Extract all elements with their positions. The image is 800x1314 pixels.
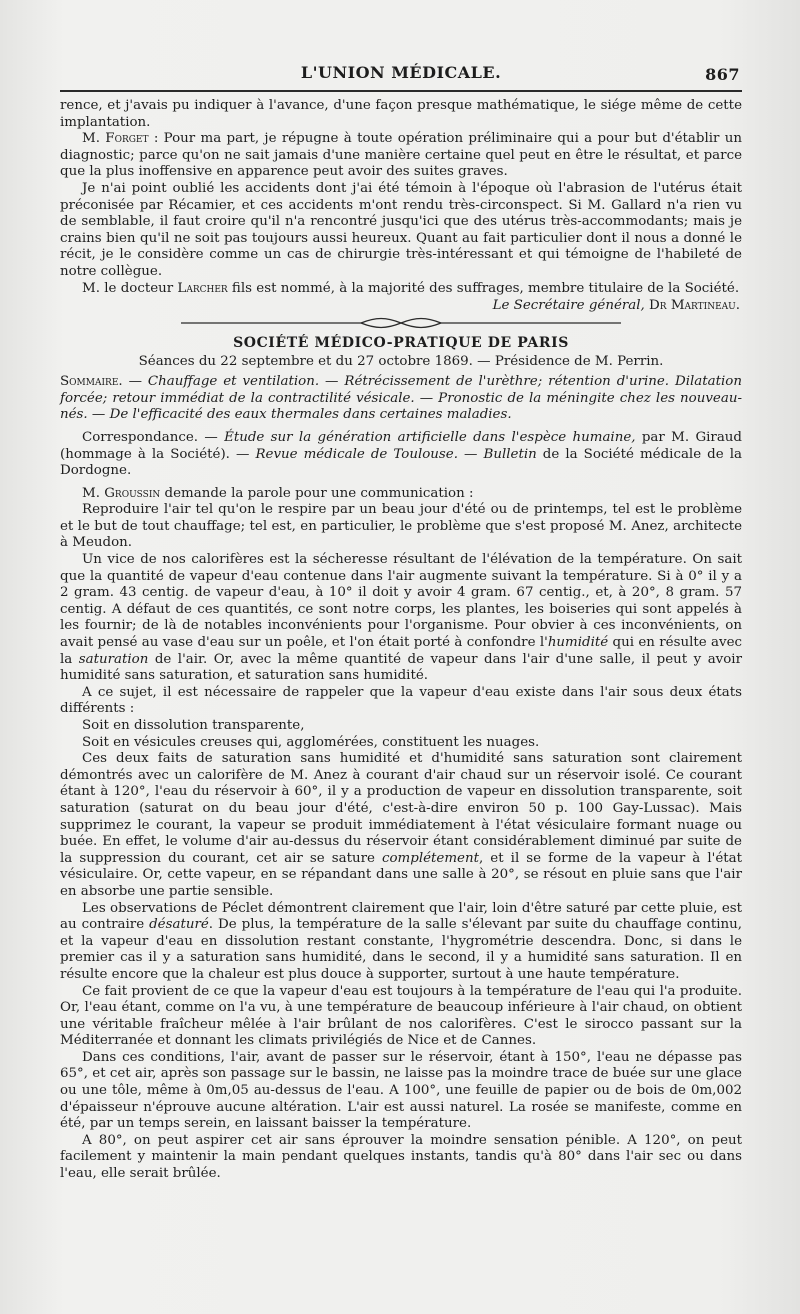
paragraph-vice [60,552,742,685]
signature [60,297,742,314]
intro-text: demande la parole pour une communication : [160,485,474,501]
running-head [60,58,742,88]
nomination-prefix: M. le docteur [82,280,178,296]
correspondence-sep: — [457,446,484,462]
section-title: SOCIÉTÉ MÉDICO-PRATIQUE DE PARIS [233,335,569,352]
faits-em: complétement [381,850,479,866]
correspondence-end: de la Société médicale de la Dordogne. [60,446,742,479]
peclet-part-a: Les observations de Péclet démontrent clairement que l'air, loin d'être saturé par cette pluie, est au contraire [60,900,742,933]
correspondence-label: Correspondance. [82,429,199,445]
summary-text: — Chauffage et ventilation. — Rétrécissement de l'urèthre; rétention d'urine. Dilatation forcée; retour immédiat de la contractilité vésicale. — Pronostic de la méningite chez les nouveau-nés. — De l'efficacité des eaux thermales dans certaines maladies. [60,374,742,423]
section-ornament-divider [181,316,621,330]
nomination-text: fils est nommé, à la majorité des suffrages, membre titulaire de la Société. [227,280,740,296]
summary-label: Sommaire. [60,374,123,390]
vice-part-a: Un vice de nos calorifères est la sécheresse résultant de l'élévation de la température. On sait que la quantité de vapeur d'eau contenue dans l'air augmente suivant la température. Si à 0° il y a 2 gram. 43 centig. de vapeur d'eau, à 10° il doit y avoir 4 gram. 67 centig., et, à 20°, 8 gram. 57 centig. A défaut de ces quantités, ce sont notre corps, les plantes, les boiseries qui sont appelés à les fournir; de là de notables inconvénients pour l'organisme. Pour obvier à ces inconvénients, on avait pensé au vase d'eau sur un poêle, et l'on était porté à confondre l' [60,552,742,651]
vice-em-humidite: humidité [547,635,609,651]
paragraph-accidents: Je n'ai point oublié les accidents dont j'ai été témoin à l'époque où l'abrasion de l'utérus était préconisée par Récamier, et ces accidents m'ont rendu très-circonspect. Si M. Gallard n'a rien vu de semblable, il faut croire qu'il n'a rencontré jusqu'ici que des utérus très-accommodants; mais je crains bien qu'il ne soit pas toujours aussi heureux. Quant au fait particulier dont il nous a donné le récit, je le considère comme un cas de chirurgie très-intéressant et qui témoigne de l'habileté de notre collègue. [60,180,742,279]
correspondence-author: par M. Giraud (hommage à la Société). — [60,429,742,462]
vice-em-saturation: saturation [78,651,149,667]
speaker-name: M. Forget [82,131,149,147]
vice-part-b: qui en résulte avec la [60,635,743,667]
paragraph-reproduire: Reproduire l'air tel qu'on le respire par un beau jour d'été ou de printemps, tel est le problème et le but de tout chauffage; tel est, en particulier, le problème que s'est proposé M. Anez, architecte à Meudon. [60,502,742,551]
paragraph-nomination [60,281,742,298]
faits-part-a: Ces deux faits de saturation sans humidité et d'humidité sans saturation sont clairement démontrés avec un calorifère de M. Anez à courant d'air chaud sur un réservoir isolé. Ce courant étant à 120°, l'eau du réservoir à 60°, il y a production de vapeur en dissolution transparente, soit saturation (saturat on du beau jour d'été, c'est-à-dire environ 50 p. 100 Gay-Lussac). Mais supprimez le courant, la vapeur se produit immédiatement à l'état vésiculaire formant nuage ou buée. En effet, le volume d'air au-dessus du réservoir étant considérablement diminué par suite de la suppression du courant, cet air se sature [60,751,742,866]
journal-toulouse: Revue médicale de Toulouse. [255,446,458,462]
page-number: 867 [705,65,740,84]
signature-name: Dr Martineau. [644,298,740,314]
header-rule [60,90,742,92]
vice-part-c: de l'air. Or, avec la même quantité de vapeur dans l'air d'une salle, il peut y avoir humidité sans saturation, et saturation sans humidité. [60,651,742,684]
correspondence-work: — Étude sur la génération artificielle dans l'espèce humaine, [198,429,642,445]
signature-role: Le Secrétaire général, [492,298,645,314]
paragraph-fait-provient: Ce fait provient de ce que la vapeur d'eau est toujours à la température de l'eau qui l'a produite. Or, l'eau étant, comme on l'a vu, à une température de beaucoup inférieure à l'air chaud, on obtient une véritable fraîcheur mêlée à l'air brûlant de nos calorifères. C'est le sirocco passant sur la Méditerranée et donnant les climats privilégiés de Nice et de Cannes. [60,983,742,1049]
paragraph-forget [60,131,742,181]
speaker-text: : Pour ma part, je répugne à toute opération préliminaire qui a pour but d'établir un diagnostic; parce qu'on ne sait jamais d'une manière certaine quel peut en être le résultat, et parce que la plus inoffensive en apparence peut avoir des suites graves. [60,131,742,180]
paragraph-sujet: A ce sujet, il est nécessaire de rappeler que la vapeur d'eau existe dans l'air sous deux états différents : [60,684,742,717]
paragraph-aspirer: A 80°, on peut aspirer cet air sans éprouver la moindre sensation pénible. A 120°, on peut facilement y maintenir la main pendant quelques instants, tandis qu'à 80° dans l'air sec ou dans l'eau, elle serait brûlée. [60,1132,742,1182]
faits-part-b: , et il se forme de la vapeur à l'état vésiculaire. Or, cette vapeur, en se répandant dans une salle à 20°, se résout en pluie sans que l'air en absorbe une partie sensible. [60,850,742,899]
peclet-em: désaturé [149,917,209,933]
journal-bulletin: Bulletin [483,446,537,462]
speaker-groussin: M. Groussin [82,485,161,501]
summary [60,374,742,424]
paragraph-vesicules: Soit en vésicules creuses qui, agglomérées, constituent les nuages. [82,734,540,750]
paragraph-dissolution: Soit en dissolution transparente, [82,718,305,733]
paragraph-peclet [60,901,742,984]
paragraph-conditions: Dans ces conditions, l'air, avant de passer sur le réservoir, étant à 150°, l'eau ne dépasse pas 65°, et cet air, après son passage sur le bassin, ne laisse pas la moindre trace de buée sur une glace ou une tôle, même à 0m,05 au-dessus de l'eau. A 100°, une feuille de papier ou de bois de 0m,002 d'épaisseur n'éprouve aucune altération. L'air est aussi naturel. La rosée se manifeste, comme en été, par un temps serein, en laissant baisser la température. [60,1049,742,1132]
discussion-intro [60,486,742,503]
session-dates: Séances du 22 septembre et du 27 octobre 1869. — Présidence de M. Perrin. [138,354,664,370]
journal-title: L'UNION MÉDICALE. [300,63,502,82]
peclet-part-b: . De plus, la température de la salle s'élevant par suite du chauffage continu, et la vapeur d'eau en dissolution restant constante, l'hygrométrie descendra. Donc, si dans le premier cas il y a saturation sans humidité, dans le second, il y a humidité sans saturation. Il en résulte encore que la chaleur est plus douce à supporter, surtout à une haute température. [60,917,742,982]
correspondence [60,430,742,480]
paragraph-faits [60,751,742,900]
paragraph-continuation: rence, et j'avais pu indiquer à l'avance, d'une façon presque mathématique, le siége même de cette implantation. [60,98,742,130]
nominee-name: Larcher [177,280,228,296]
